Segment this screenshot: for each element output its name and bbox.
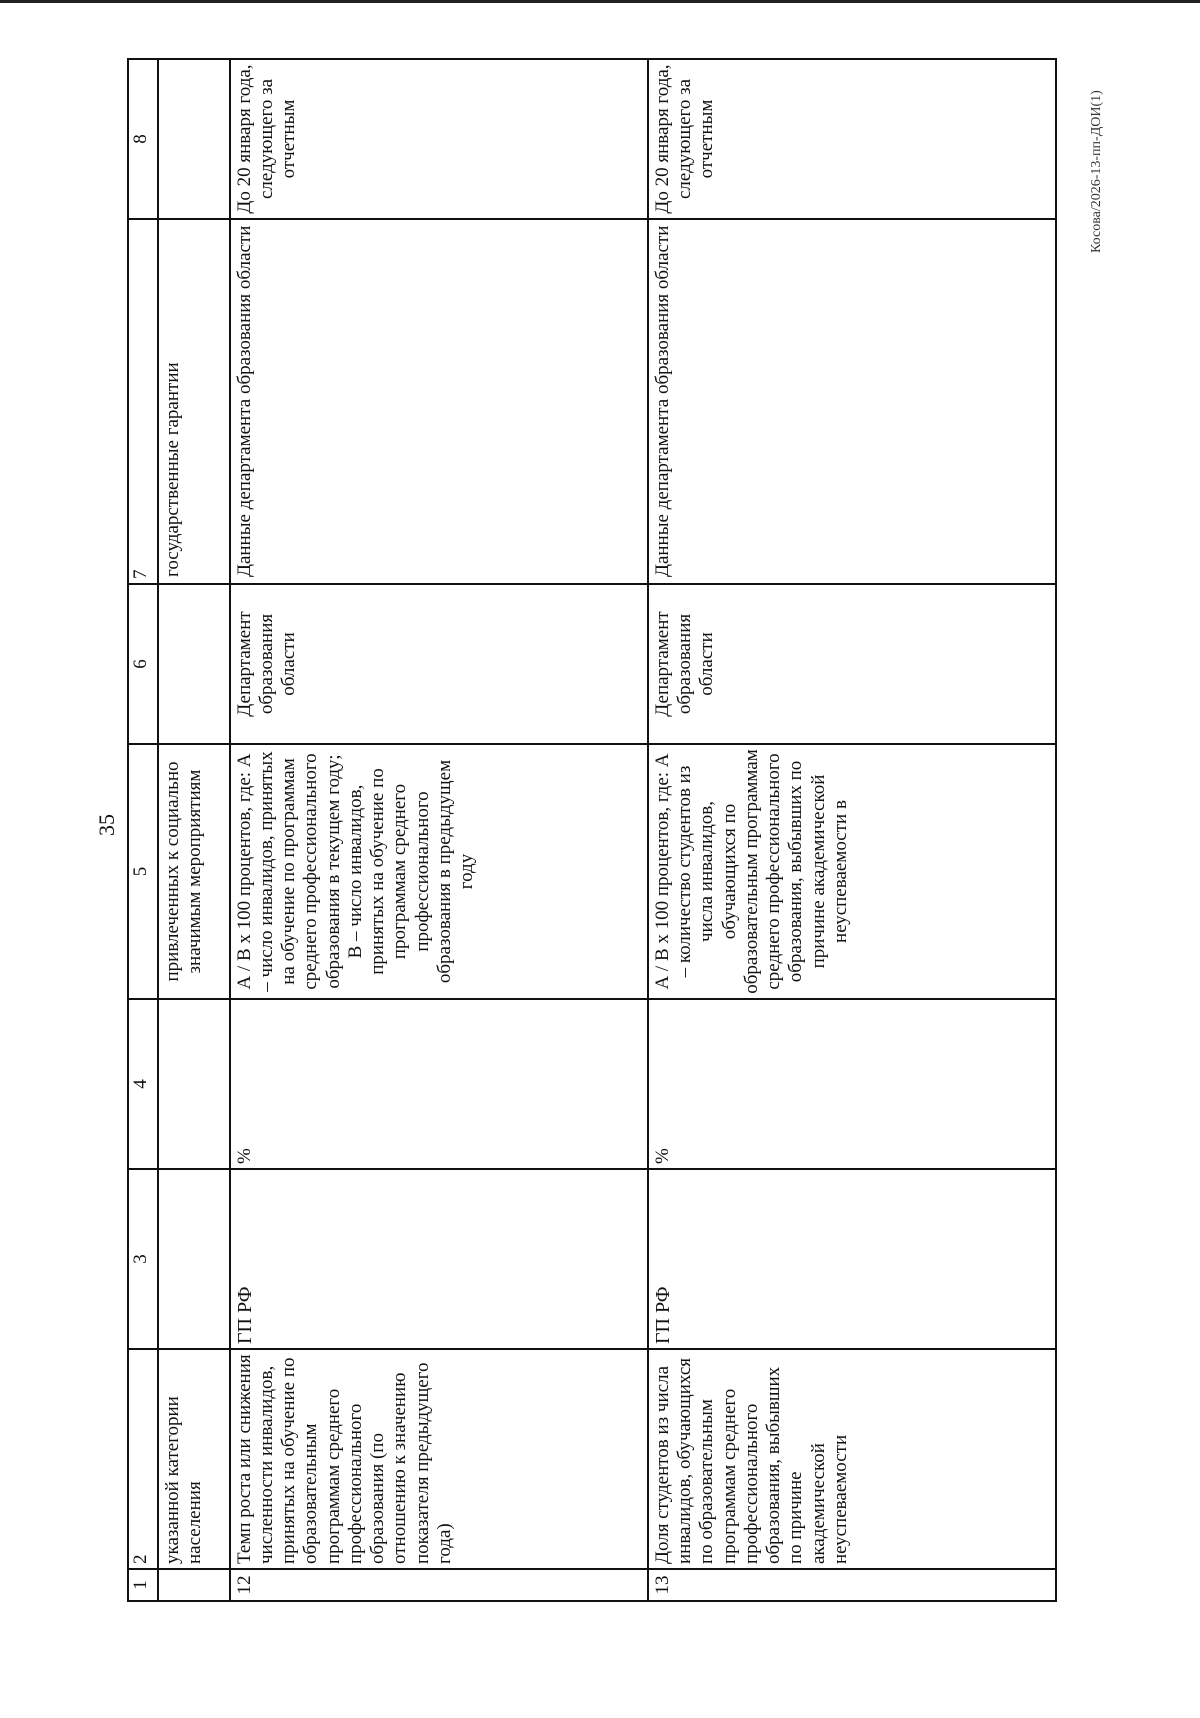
cell-unit bbox=[158, 999, 230, 1169]
cell-data-source: государственные гарантии bbox=[158, 219, 230, 584]
top-rule bbox=[0, 0, 1200, 3]
cell-number: 12 bbox=[230, 1569, 648, 1601]
cell-deadline: До 20 января года, следующего за отчетным bbox=[230, 59, 648, 219]
header-col-7: 7 bbox=[128, 219, 158, 584]
cell-indicator-name: Доля студентов из числа инвалидов, обучающихся по образовательным программам среднего профессионального образования, выбывших по причине академической неуспеваемости bbox=[648, 1349, 1056, 1569]
cell-source: ГП РФ bbox=[230, 1169, 648, 1349]
page-number: 35 bbox=[94, 814, 119, 836]
table-row bbox=[230, 59, 648, 1601]
cell-responsible bbox=[158, 584, 230, 744]
cell-formula: А / В x 100 процентов, где: А – число инвалидов, принятых на обучение по программам среднего профессионального образования в текущем году; В – число инвалидов, принятых на обучение по программам среднего профессионального образования в предыдущем году bbox=[230, 744, 648, 999]
cell-number bbox=[158, 1569, 230, 1601]
cell-indicator-name: указанной категории населения bbox=[158, 1349, 230, 1569]
table-row bbox=[648, 59, 1056, 1601]
cell-number: 13 bbox=[648, 1569, 1056, 1601]
cell-data-source: Данные департамента образования области bbox=[230, 219, 648, 584]
header-col-6: 6 bbox=[128, 584, 158, 744]
header-col-5: 5 bbox=[128, 744, 158, 999]
cell-responsible: Департамент образования области bbox=[230, 584, 648, 744]
cell-data-source: Данные департамента образования области bbox=[648, 219, 1056, 584]
cell-responsible: Департамент образования области bbox=[648, 584, 1056, 744]
cell-deadline bbox=[158, 59, 230, 219]
cell-indicator-name: Темп роста или снижения численности инвалидов, принятых на обучение по образовательным программам среднего профессионального образования (по отношению к значению показателя предыдущего года) bbox=[230, 1349, 648, 1569]
cell-unit: % bbox=[230, 999, 648, 1169]
indicators-table bbox=[127, 58, 1057, 1602]
cell-formula: привлеченных к социально значимым мероприятиям bbox=[158, 744, 230, 999]
header-col-1: 1 bbox=[128, 1569, 158, 1601]
header-col-3: 3 bbox=[128, 1169, 158, 1349]
header-row bbox=[128, 59, 158, 1601]
cell-deadline: До 20 января года, следующего за отчетным bbox=[648, 59, 1056, 219]
cell-formula: А / В x 100 процентов, где: А – количество студентов из числа инвалидов, обучающихся по образовательным программам среднего профессионального образования, выбывших по причине академической неуспеваемости в bbox=[648, 744, 1056, 999]
cell-source bbox=[158, 1169, 230, 1349]
header-col-8: 8 bbox=[128, 59, 158, 219]
rotated-table-container bbox=[127, 64, 1057, 1602]
cell-unit: % bbox=[648, 999, 1056, 1169]
cell-source: ГП РФ bbox=[648, 1169, 1056, 1349]
table-row-continuation bbox=[158, 59, 230, 1601]
header-col-2: 2 bbox=[128, 1349, 158, 1569]
document-stamp: Косова/2026-13-пп-ДОИ(1) bbox=[1089, 90, 1104, 253]
header-col-4: 4 bbox=[128, 999, 158, 1169]
